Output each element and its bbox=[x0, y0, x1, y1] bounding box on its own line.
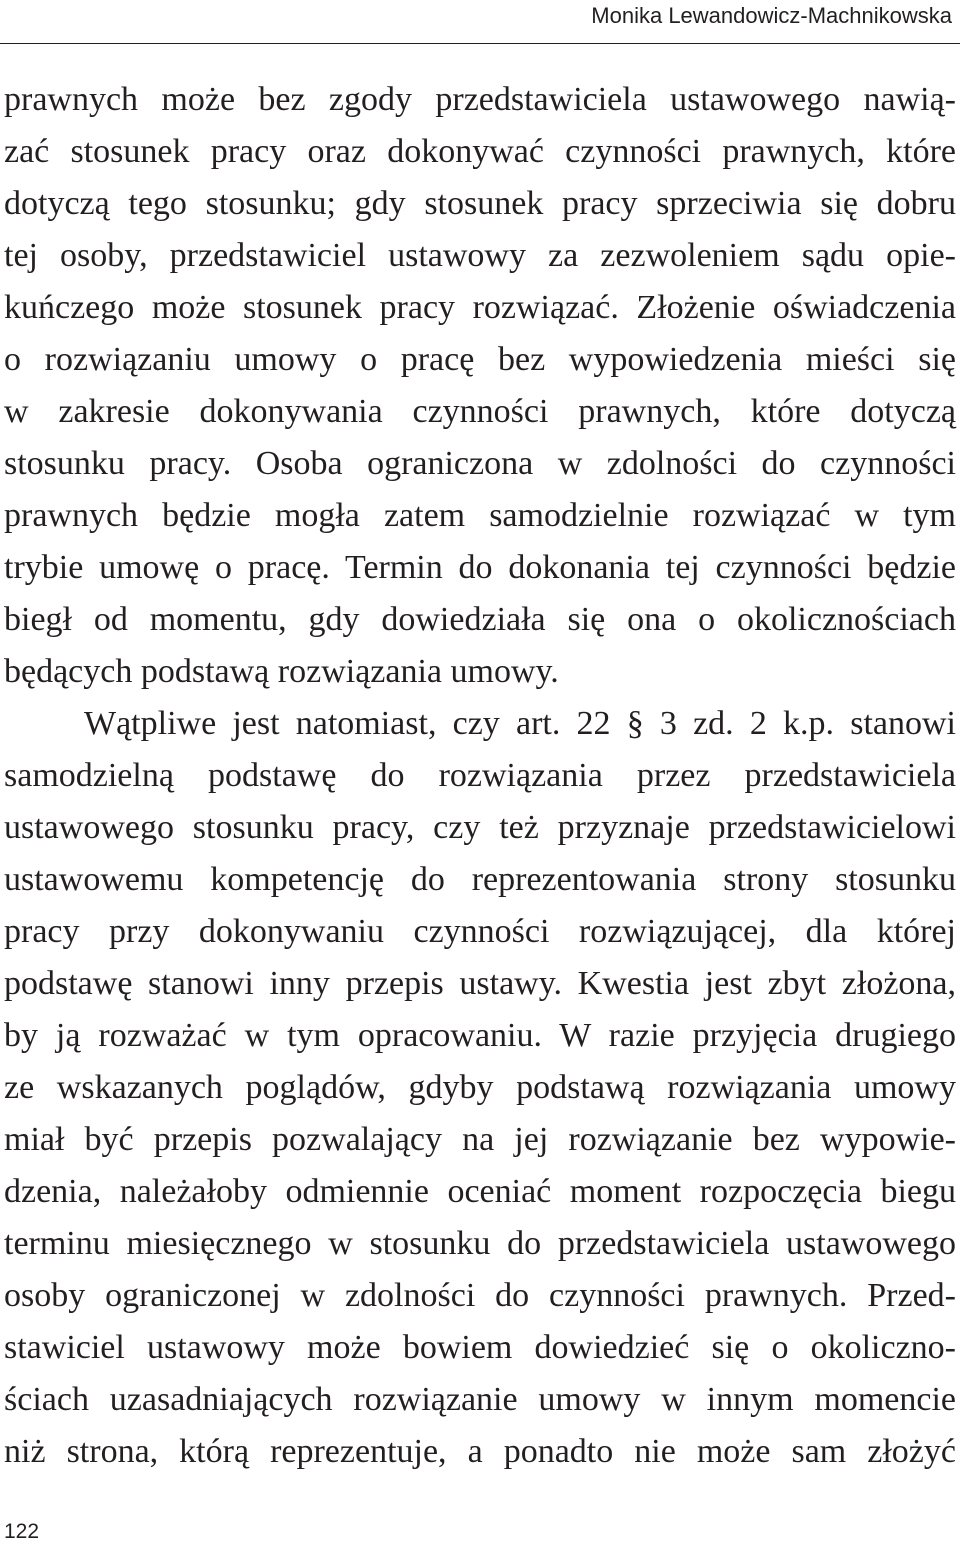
text-line: miał być przepis pozwalający na jej rozwiązanie bez wypowie- bbox=[4, 1121, 956, 1158]
text-line: biegł od momentu, gdy dowiedziała się ona o okolicznościach bbox=[4, 601, 956, 638]
text-line: ściach uzasadniających rozwiązanie umowy w innym momencie bbox=[4, 1381, 956, 1418]
text-line: zać stosunek pracy oraz dokonywać czynności prawnych, które bbox=[4, 133, 956, 170]
text-line: trybie umowę o pracę. Termin do dokonania tej czynności będzie bbox=[4, 549, 956, 586]
text-line: dzenia, należałoby odmiennie oceniać moment rozpoczęcia biegu bbox=[4, 1173, 956, 1210]
text-line: osoby ograniczonej w zdolności do czynności prawnych. Przed- bbox=[4, 1277, 956, 1314]
text-line: o rozwiązaniu umowy o pracę bez wypowiedzenia mieści się bbox=[4, 341, 956, 378]
text-line: samodzielną podstawę do rozwiązania przez przedstawiciela bbox=[4, 757, 956, 794]
running-header-author: Monika Lewandowicz-Machnikowska bbox=[591, 3, 952, 28]
text-line: prawnych będzie mogła zatem samodzielnie rozwiązać w tym bbox=[4, 497, 956, 534]
text-line: by ją rozważać w tym opracowaniu. W razie przyjęcia drugiego bbox=[4, 1017, 956, 1054]
text-line: podstawę stanowi inny przepis ustawy. Kwestia jest zbyt złożona, bbox=[4, 965, 956, 1002]
text-line: terminu miesięcznego w stosunku do przedstawiciela ustawowego bbox=[4, 1225, 956, 1262]
page-number: 122 bbox=[4, 1520, 40, 1543]
body-text bbox=[4, 74, 956, 1478]
text-line: stosunku pracy. Osoba ograniczona w zdolności do czynności bbox=[4, 445, 956, 482]
text-line: ustawowemu kompetencję do reprezentowania strony stosunku bbox=[4, 861, 956, 898]
header-rule bbox=[0, 43, 960, 44]
text-line: dotyczą tego stosunku; gdy stosunek pracy sprzeciwia się dobru bbox=[4, 185, 956, 222]
text-line: niż strona, którą reprezentuje, a ponadto nie może sam złożyć bbox=[4, 1433, 956, 1470]
text-line: ze wskazanych poglądów, gdyby podstawą rozwiązania umowy bbox=[4, 1069, 956, 1106]
text-line: ustawowego stosunku pracy, czy też przyznaje przedstawicielowi bbox=[4, 809, 956, 846]
text-line: kuńczego może stosunek pracy rozwiązać. Złożenie oświadczenia bbox=[4, 289, 956, 326]
text-line: pracy przy dokonywaniu czynności rozwiązującej, dla której bbox=[4, 913, 956, 950]
text-line: tej osoby, przedstawiciel ustawowy za zezwoleniem sądu opie- bbox=[4, 237, 956, 274]
text-line: będących podstawą rozwiązania umowy. bbox=[4, 653, 559, 690]
text-line: stawiciel ustawowy może bowiem dowiedzieć się o okoliczno- bbox=[4, 1329, 956, 1366]
text-line-paragraph-start: Wątpliwe jest natomiast, czy art. 22 § 3 zd. 2 k.p. stanowi bbox=[84, 705, 956, 742]
text-line: w zakresie dokonywania czynności prawnych, które dotyczą bbox=[4, 393, 956, 430]
text-line: prawnych może bez zgody przedstawiciela ustawowego nawią- bbox=[4, 81, 956, 118]
